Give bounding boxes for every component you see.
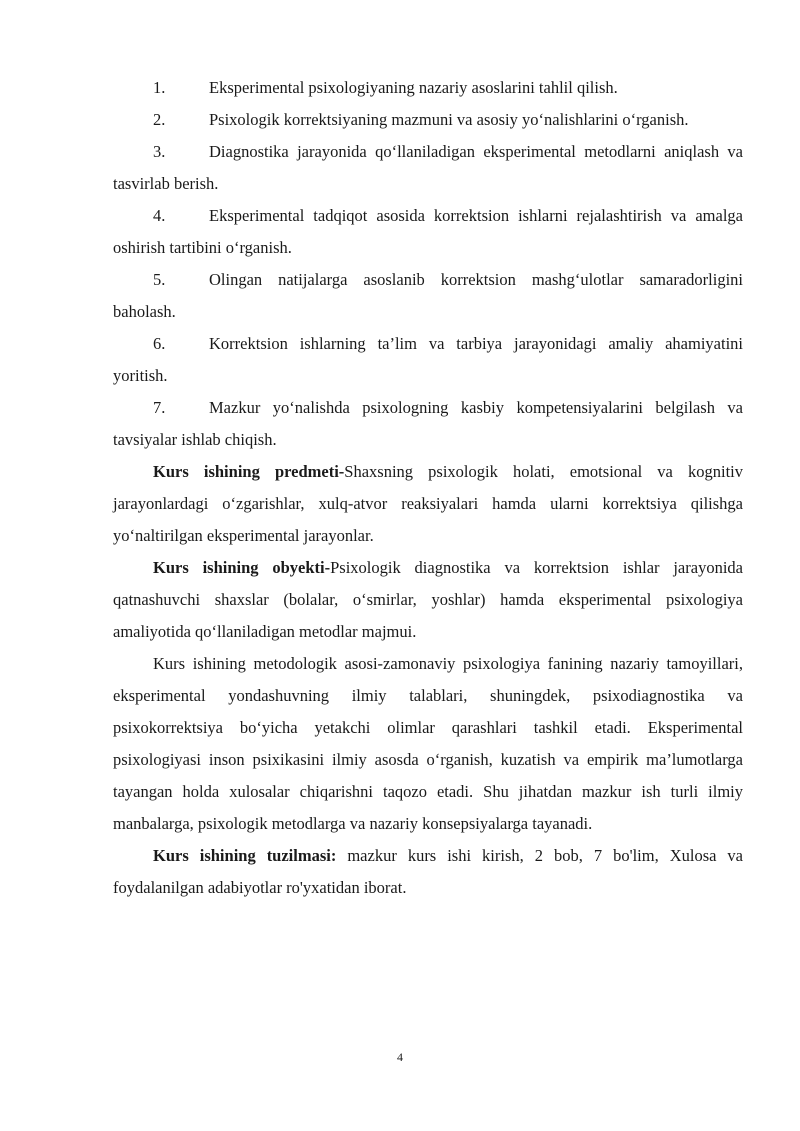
structure-label: Kurs ishining tuzilmasi: xyxy=(153,846,337,865)
structure-text: mazkur kurs ishi kirish, 2 bob, 7 bo'lim, Xulosa va foydalanilgan adabiyotlar ro'yxatidan iborat. xyxy=(113,846,744,897)
task-item xyxy=(113,136,743,200)
task-text: Diagnostika jarayonida qo‘llaniladigan eksperimental metodlarni aniqlash va tasvirlab berish. xyxy=(113,142,743,193)
page-number: 4 xyxy=(397,1050,403,1064)
task-text: Psixologik korrektsiyaning mazmuni va asosiy yo‘nalishlarini o‘rganish. xyxy=(209,110,689,129)
task-item xyxy=(113,72,743,104)
task-text: Korrektsion ishlarning ta’lim va tarbiya jarayonidagi amaliy ahamiyatini yoritish. xyxy=(113,334,743,385)
task-number: 7. xyxy=(153,398,166,417)
task-item xyxy=(113,104,743,136)
structure-paragraph xyxy=(113,840,743,904)
object-label: Kurs ishining obyekti- xyxy=(153,558,331,577)
task-text: Olingan natijalarga asoslanib korrektsion mashg‘ulotlar samaradorligini baholash. xyxy=(113,270,743,321)
task-list xyxy=(113,72,743,456)
subject-text: Shaxsning psixologik holati, emotsional va kognitiv jarayonlardagi o‘zgarishlar, xulq-atvor reaksiyalari hamda ularni korrektsiya qilishga yo‘naltirilgan eksperimental jarayonlar. xyxy=(113,462,743,545)
task-number: 3. xyxy=(153,142,166,161)
task-item xyxy=(113,264,743,328)
methodology-paragraph: Kurs ishining metodologik asosi-zamonaviy psixologiya fanining nazariy tamoyillari, eksperimental yondashuvning ilmiy talablari, shuningdek, psixodiagnostika va psixokorrektsiya bo‘yicha yetakchi olimlar qarashlari tashkil etadi. Eksperimental psixologiyasi inson psixikasini ilmiy asosda o‘rganish, kuzatish va empirik ma’lumotlarga tayangan holda xulosalar chiqarishni taqozo etadi. Shu jihatdan mazkur ish turli ilmiy manbalarga, psixologik metodlarga va nazariy konsepsiyalarga tayanadi. xyxy=(113,654,743,833)
subject-paragraph xyxy=(113,456,743,552)
task-item xyxy=(113,328,743,392)
subject-label: Kurs ishining predmeti- xyxy=(153,462,345,481)
task-number: 5. xyxy=(153,270,166,289)
task-text: Mazkur yo‘nalishda psixologning kasbiy kompetensiyalarini belgilash va tavsiyalar ishlab chiqish. xyxy=(113,398,743,449)
page-content xyxy=(113,72,743,904)
task-item xyxy=(113,200,743,264)
task-item xyxy=(113,392,743,456)
task-number: 1. xyxy=(153,78,166,97)
task-text: Eksperimental tadqiqot asosida korrektsion ishlarni rejalashtirish va amalga oshirish tartibini o‘rganish. xyxy=(113,206,743,257)
task-number: 4. xyxy=(153,206,166,225)
object-paragraph xyxy=(113,552,743,648)
task-number: 6. xyxy=(153,334,166,353)
task-number: 2. xyxy=(153,110,166,129)
task-text: Eksperimental psixologiyaning nazariy asoslarini tahlil qilish. xyxy=(209,78,618,97)
object-text: Psixologik diagnostika va korrektsion ishlar jarayonida qatnashuvchi shaxslar (bolalar, o‘smirlar, yoshlar) hamda eksperimental psixologiya amaliyotida qo‘llaniladigan metodlar majmui. xyxy=(113,558,743,641)
